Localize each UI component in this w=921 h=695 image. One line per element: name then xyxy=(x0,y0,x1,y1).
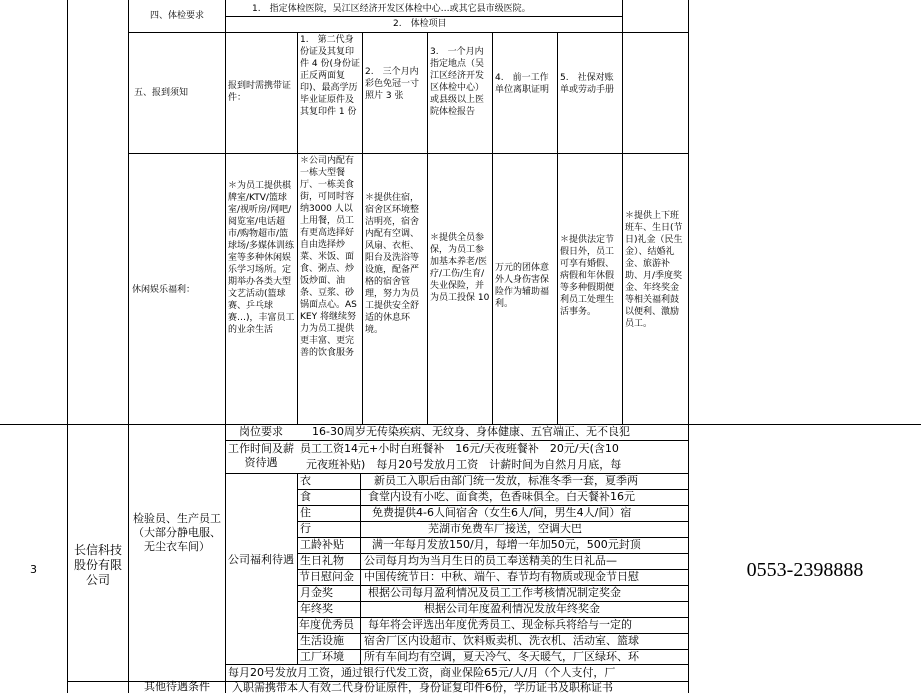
row4-label: 四、体检要求 xyxy=(149,11,204,21)
welfare-row-label: 生日礼物 xyxy=(300,554,344,567)
row5-item-3: 3. 一个月内指定地点（吴江区经济开发区体检中心）或县级以上医院体检报告 xyxy=(430,47,485,117)
welfare-row-label: 生活设施 xyxy=(300,634,344,647)
row4-line2: 2. 体检项目 xyxy=(393,19,447,29)
work-time-line1: 员工工资14元+小时白班餐补 16元/天夜班餐补 20元/天(含10 xyxy=(300,442,619,455)
welfare-row-label: 年度优秀员 xyxy=(299,618,354,631)
welfare-row-value: 食堂内设有小吃、面食类，色香味俱全。白天餐补16元 xyxy=(368,490,635,503)
company-position: 检验员、生产员工（大部分静电服、无尘衣车间） xyxy=(133,512,221,553)
welfare-row-label: 住 xyxy=(300,506,311,519)
row5-item-1: 1. 第二代身份证及其复印件 4 份(身份证正反两面复印)、最高学历毕业证原件及其复印件 1 份 xyxy=(300,35,360,117)
leisure-item-2: ＊公司内配有一栋大型餐厅、一栋美食街，可同时容纳3000 人以上用餐，员工有更高选择好自由选择炒菜、米饭、面食、粥点、炒饭炒面、油条、豆浆、砂锅面点心。ASKEY 将继续努力为员工提供更丰富、更完善的饮食服务 xyxy=(300,156,357,358)
leisure-item-4: ＊提供全员参保，为员工参加基本养老/医疗/工伤/生育/失业保险，并为员工投保 10 xyxy=(430,233,490,303)
work-time-label: 工作时间及薪资待遇 xyxy=(228,442,294,469)
leisure-item-5: 万元的团体意外人身伤害保险作为辅助福利。 xyxy=(495,263,550,309)
job-req-value: 16-30周岁无传染疾病、无纹身、身体健康、五官端正、无不良犯 xyxy=(312,425,630,438)
welfare-row-value: 公司每月均为当月生日的员工奉送精美的生日礼品— xyxy=(364,554,617,567)
company-phone: 0553-2398888 xyxy=(746,559,864,581)
row5-label: 五、报到须知 xyxy=(134,88,189,98)
leisure-item-1: ＊为员工提供棋牌室/KTV/篮球室/视听房/网吧/阅览室/电话超市/购物超市/篮球场/多媒体训练室等多种休闲娱乐学习场所。定期举办各类大型文艺活动(篮球赛、乒乓球赛…)，丰富员工的业余生活 xyxy=(228,181,295,335)
welfare-row-label: 工龄补贴 xyxy=(300,538,344,551)
leisure-label: 休闲娱乐福利： xyxy=(132,285,196,295)
welfare-row-value: 所有车间均有空调，夏天冷气、冬天暖气，厂区绿环、环 xyxy=(364,650,639,663)
welfare-row-value: 中国传统节日：中秋、端午、春节均有物质或现金节日慰 xyxy=(364,570,639,583)
other-line1: 每月20号发放月工资，通过银行代发工资，商业保险65元/人/月（个人支付，厂 xyxy=(228,666,616,679)
welfare-row-label: 月金奖 xyxy=(300,586,333,599)
row4-line1: 1. 指定体检医院，吴江区经济开发区体检中心…或其它县市级医院。 xyxy=(252,4,531,14)
welfare-row-value: 免费提供4-6人间宿舍（女生6人/间，男生4人/间）宿 xyxy=(372,506,632,519)
row5-item-2: 2. 三个月内彩色免冠一寸照片 3 张 xyxy=(365,67,420,101)
other-line2: 入职需携带本人有效二代身份证原件，身份证复印件6份，学历证书及职称证书 xyxy=(232,681,613,694)
leisure-item-3: ＊提供住宿，宿舍区环境整洁明亮，宿舍内配有空调、风扇、衣柜、阳台及洗浴等设施，配备严格的宿舍管理，努力为员工提供安全舒适的休息环境。 xyxy=(365,193,420,335)
welfare-row-value: 芜湖市免费车厂接送，空调大巴 xyxy=(428,522,582,535)
welfare-row-value: 新员工入职后由部门统一发放，标准冬季一套，夏季两 xyxy=(374,474,638,487)
row5-item-5: 5. 社保对账单或劳动手册 xyxy=(560,73,615,95)
job-req-label: 岗位要求 xyxy=(239,425,283,438)
other-label: 其他待遇条件 xyxy=(144,680,210,693)
welfare-row-value: 根据公司每月盈利情况及员工工作考核情况制定奖金 xyxy=(368,586,621,599)
welfare-row-label: 行 xyxy=(300,522,311,535)
welfare-row-value: 宿舍厂区内设超市、饮料贩卖机、洗衣机、活动室、篮球 xyxy=(364,634,639,647)
leisure-item-6: ＊提供法定节假日外，员工可享有婚假、病假和年休假等多种假期便利员工处理生活事务。 xyxy=(560,235,615,317)
welfare-row-value: 根据公司年度盈利情况发放年终奖金 xyxy=(424,602,600,615)
welfare-row-label: 年终奖 xyxy=(300,602,333,615)
leisure-item-7: ＊提供上下班班车、生日(节日)礼金（民生金）、结婚礼金、旅游补助、月/季度奖金、年终奖金等相关福利鼓以便利、激励员工。 xyxy=(625,211,683,329)
welfare-label: 公司福利待遇 xyxy=(228,553,294,566)
welfare-row-value: 满一年每月发放150/月，每增一年加50元，500元封顶 xyxy=(372,538,641,551)
welfare-row-label: 工厂环境 xyxy=(300,650,344,663)
welfare-row-label: 节日慰问金 xyxy=(299,570,354,583)
company-name: 长信科技股份有限公司 xyxy=(73,543,122,587)
welfare-row-label: 衣 xyxy=(300,474,311,487)
work-time-line2: 元夜班补贴) 每月20号发放月工资 计薪时间为自然月月底，每 xyxy=(306,458,622,471)
company-number: 3 xyxy=(30,563,37,576)
row5-item-4: 4. 前一工作单位离职证明 xyxy=(495,73,550,95)
welfare-row-label: 食 xyxy=(300,490,311,503)
row5-prompt: 报到时需携带证件： xyxy=(228,81,292,103)
welfare-row-value: 每年将会评选出年度优秀员工、现金标兵将给与一定的 xyxy=(368,618,632,631)
